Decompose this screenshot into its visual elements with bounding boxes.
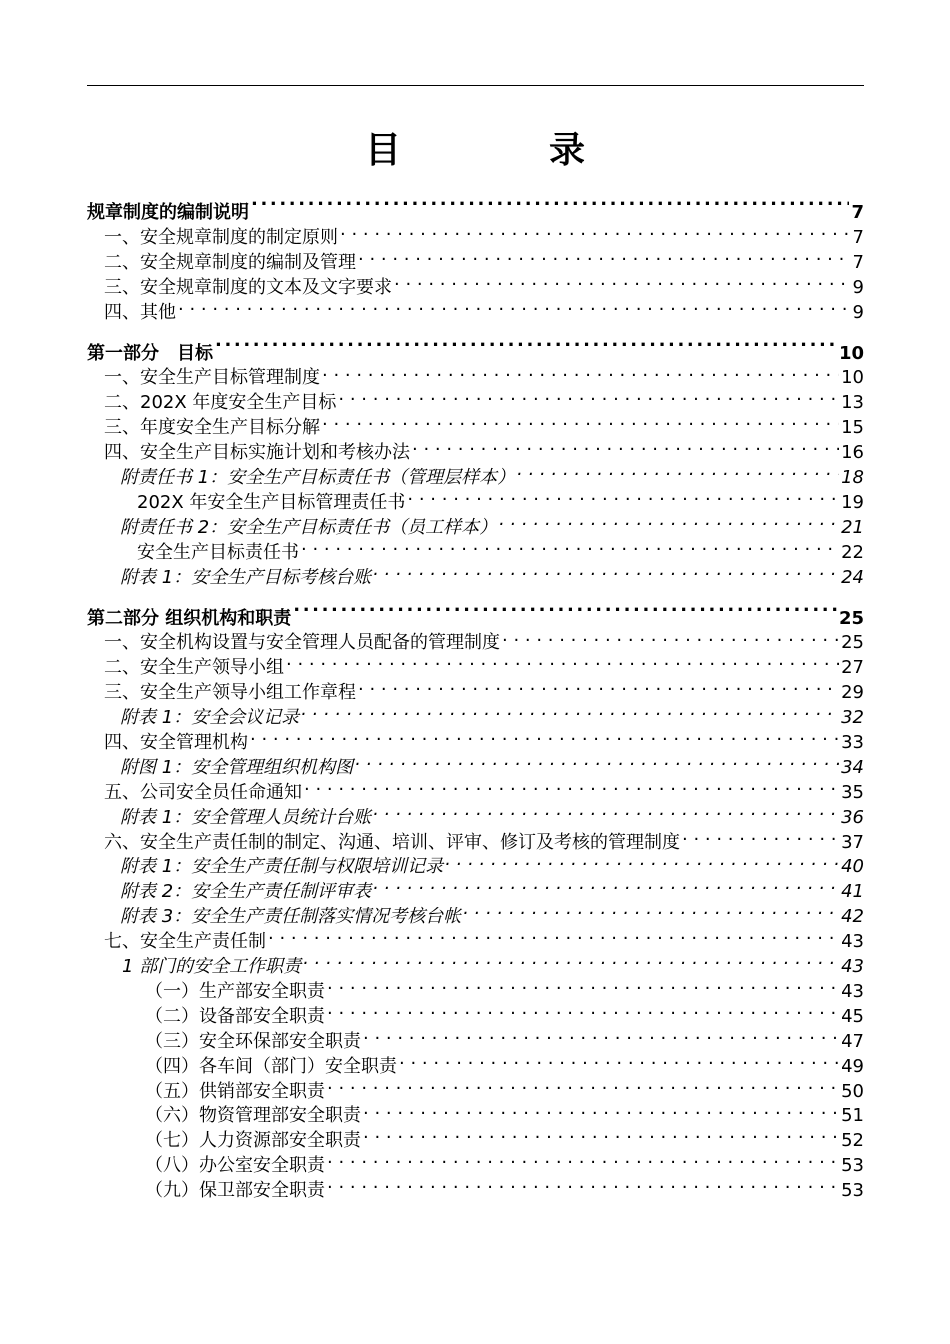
toc-leader-dots bbox=[291, 588, 837, 624]
toc-entry-label: （五）供销部安全职责 bbox=[145, 1080, 325, 1102]
toc-entry-label: 一、安全规章制度的制定原则 bbox=[104, 226, 338, 248]
toc-leader-dots bbox=[353, 748, 839, 773]
toc-leader-dots bbox=[325, 997, 839, 1022]
toc-entry-label: 一、安全生产目标管理制度 bbox=[104, 367, 320, 389]
toc-page-number: 32 bbox=[841, 707, 864, 729]
toc-entry-label: 附图 1：安全管理组织机构图 bbox=[120, 756, 354, 778]
toc-page-number: 43 bbox=[841, 931, 864, 953]
toc-page-number: 15 bbox=[841, 417, 864, 439]
toc-entry-label: 202X 年安全生产目标管理责任书 bbox=[137, 491, 406, 513]
toc-entry-label: （四）各车间（部门）安全职责 bbox=[145, 1055, 397, 1077]
toc-leader-dots bbox=[356, 673, 839, 698]
toc-page-number: 50 bbox=[841, 1080, 864, 1102]
toc-page-number: 9 bbox=[852, 276, 864, 298]
toc-leader-dots bbox=[361, 1022, 839, 1047]
toc-leader-dots bbox=[443, 848, 839, 873]
toc-entry-label: （二）设备部安全职责 bbox=[145, 1005, 325, 1027]
toc-entry-label: 三、安全规章制度的文本及文字要求 bbox=[104, 276, 392, 298]
toc-entry-label: 一、安全机构设置与安全管理人员配备的管理制度 bbox=[104, 632, 500, 654]
toc-entry-label: （三）安全环保部安全职责 bbox=[145, 1030, 361, 1052]
toc-entry-label: 四、安全生产目标实施计划和考核办法 bbox=[104, 442, 410, 464]
toc-page-number: 21 bbox=[841, 516, 864, 538]
toc-page-number: 40 bbox=[841, 856, 864, 878]
toc-leader-dots bbox=[249, 182, 849, 218]
toc-leader-dots bbox=[361, 1121, 839, 1146]
toc-page-number: 34 bbox=[841, 756, 864, 778]
toc-entry-label: 第二部分 组织机构和职责 bbox=[87, 607, 292, 629]
toc-entry-label: （一）生产部安全职责 bbox=[145, 980, 325, 1002]
toc-entry-label: 附责任书 1：安全生产目标责任书（管理层样本） bbox=[120, 467, 516, 489]
toc-page-number: 49 bbox=[841, 1055, 864, 1077]
toc-section-heading[interactable] bbox=[87, 323, 864, 364]
toc-page-number: 7 bbox=[852, 251, 864, 273]
toc-entry-label: 五、公司安全员任命通知 bbox=[104, 781, 302, 803]
toc-page-number: 35 bbox=[841, 781, 864, 803]
toc-page-number: 33 bbox=[841, 732, 864, 754]
toc-leader-dots bbox=[302, 773, 839, 798]
toc-page-number: 29 bbox=[841, 682, 864, 704]
toc-leader-dots bbox=[248, 723, 839, 748]
toc-leader-dots bbox=[325, 1146, 839, 1171]
toc-page-number: 13 bbox=[841, 392, 864, 414]
toc-entry-label: 三、年度安全生产目标分解 bbox=[104, 417, 320, 439]
toc-page-number: 52 bbox=[841, 1130, 864, 1152]
toc-entry-label: 附表 1：安全会议记录 bbox=[120, 707, 300, 729]
toc-page-number: 27 bbox=[841, 657, 864, 679]
toc-page-number: 37 bbox=[841, 831, 864, 853]
toc-page-number: 22 bbox=[841, 541, 864, 563]
toc-page-number: 45 bbox=[841, 1005, 864, 1027]
toc-page-number: 53 bbox=[841, 1180, 864, 1202]
table-of-contents bbox=[87, 182, 864, 1202]
toc-entry-label: 附表 1：安全生产责任制与权限培训记录 bbox=[120, 856, 444, 878]
toc-page-number: 51 bbox=[841, 1105, 864, 1127]
toc-leader-dots bbox=[410, 433, 839, 458]
toc-page-number: 10 bbox=[838, 342, 864, 364]
toc-section-heading[interactable] bbox=[87, 182, 864, 223]
toc-entry-label: 附表 3：安全生产责任制落实情况考核台帐 bbox=[120, 906, 462, 928]
toc-entry-label: （七）人力资源部安全职责 bbox=[145, 1130, 361, 1152]
toc-page-number: 36 bbox=[841, 806, 864, 828]
toc-leader-dots bbox=[371, 872, 839, 897]
toc-entry-label: 四、其他 bbox=[104, 301, 176, 323]
toc-page-number: 41 bbox=[841, 881, 864, 903]
toc-section-heading[interactable] bbox=[87, 588, 864, 629]
toc-entry-label: 七、安全生产责任制 bbox=[104, 931, 266, 953]
toc-entry-label: （六）物资管理部安全职责 bbox=[145, 1105, 361, 1127]
toc-leader-dots bbox=[266, 922, 839, 947]
toc-leader-dots bbox=[325, 1072, 839, 1097]
toc-leader-dots bbox=[284, 648, 839, 673]
toc-page-number: 25 bbox=[841, 632, 864, 654]
toc-entry-label: 附表 2：安全生产责任制评审表 bbox=[120, 881, 372, 903]
toc-leader-dots bbox=[392, 268, 851, 293]
toc-page-number: 42 bbox=[841, 906, 864, 928]
toc-leader-dots bbox=[497, 508, 839, 533]
toc-entry-label: 第一部分 目标 bbox=[87, 342, 213, 364]
toc-entry-label: 四、安全管理机构 bbox=[104, 732, 248, 754]
toc-entry-label: 规章制度的编制说明 bbox=[87, 202, 249, 223]
toc-leader-dots bbox=[338, 218, 851, 243]
toc-leader-dots bbox=[405, 483, 839, 508]
toc-leader-dots bbox=[515, 458, 839, 483]
toc-leader-dots bbox=[356, 243, 851, 268]
toc-entry-label: 三、安全生产领导小组工作章程 bbox=[104, 682, 356, 704]
toc-page-number: 47 bbox=[841, 1030, 864, 1052]
toc-entry-label: （九）保卫部安全职责 bbox=[145, 1180, 325, 1202]
toc-leader-dots bbox=[336, 383, 839, 408]
toc-leader-dots bbox=[176, 293, 851, 318]
toc-entry-label: （八）办公室安全职责 bbox=[145, 1155, 325, 1177]
toc-page-number: 9 bbox=[852, 301, 864, 323]
toc-entry-label: 附表 1：安全管理人员统计台账 bbox=[120, 806, 372, 828]
toc-leader-dots bbox=[325, 1171, 839, 1196]
header-rule bbox=[87, 85, 864, 86]
toc-leader-dots bbox=[320, 408, 839, 433]
toc-leader-dots bbox=[371, 798, 839, 823]
toc-entry-label: 1 部门的安全工作职责 bbox=[122, 956, 302, 978]
toc-leader-dots bbox=[299, 698, 839, 723]
toc-page-number: 18 bbox=[841, 467, 864, 489]
toc-page-number: 7 bbox=[851, 202, 864, 223]
toc-page-number: 7 bbox=[852, 226, 864, 248]
toc-leader-dots bbox=[213, 323, 837, 359]
toc-leader-dots bbox=[361, 1097, 839, 1122]
toc-page-number: 25 bbox=[838, 607, 864, 629]
toc-entry-label: 附表 1：安全生产目标考核台账 bbox=[120, 566, 372, 588]
toc-page-number: 19 bbox=[841, 491, 864, 513]
toc-page-number: 53 bbox=[841, 1155, 864, 1177]
toc-leader-dots bbox=[325, 972, 839, 997]
toc-page-number: 43 bbox=[841, 956, 864, 978]
toc-leader-dots bbox=[320, 359, 839, 384]
toc-entry-label: 二、安全规章制度的编制及管理 bbox=[104, 251, 356, 273]
toc-entry-label: 六、安全生产责任制的制定、沟通、培训、评审、修订及考核的管理制度 bbox=[104, 831, 680, 853]
toc-leader-dots bbox=[680, 823, 839, 848]
toc-entry[interactable] bbox=[87, 293, 864, 323]
toc-leader-dots bbox=[397, 1047, 839, 1072]
toc-leader-dots bbox=[299, 533, 839, 558]
toc-page-number: 16 bbox=[841, 442, 864, 464]
toc-leader-dots bbox=[500, 624, 839, 649]
toc-page-number: 10 bbox=[841, 367, 864, 389]
toc-entry-label: 二、202X 年度安全生产目标 bbox=[104, 392, 337, 414]
toc-page-number: 43 bbox=[841, 980, 864, 1002]
toc-entry-label: 安全生产目标责任书 bbox=[137, 541, 299, 563]
page-title: 目 录 bbox=[364, 130, 641, 171]
toc-leader-dots bbox=[301, 947, 839, 972]
toc-page-number: 24 bbox=[841, 566, 864, 588]
toc-leader-dots bbox=[371, 558, 839, 583]
toc-entry-label: 二、安全生产领导小组 bbox=[104, 657, 284, 679]
toc-entry-label: 附责任书 2：安全生产目标责任书（员工样本） bbox=[120, 516, 498, 538]
toc-leader-dots bbox=[461, 897, 839, 922]
